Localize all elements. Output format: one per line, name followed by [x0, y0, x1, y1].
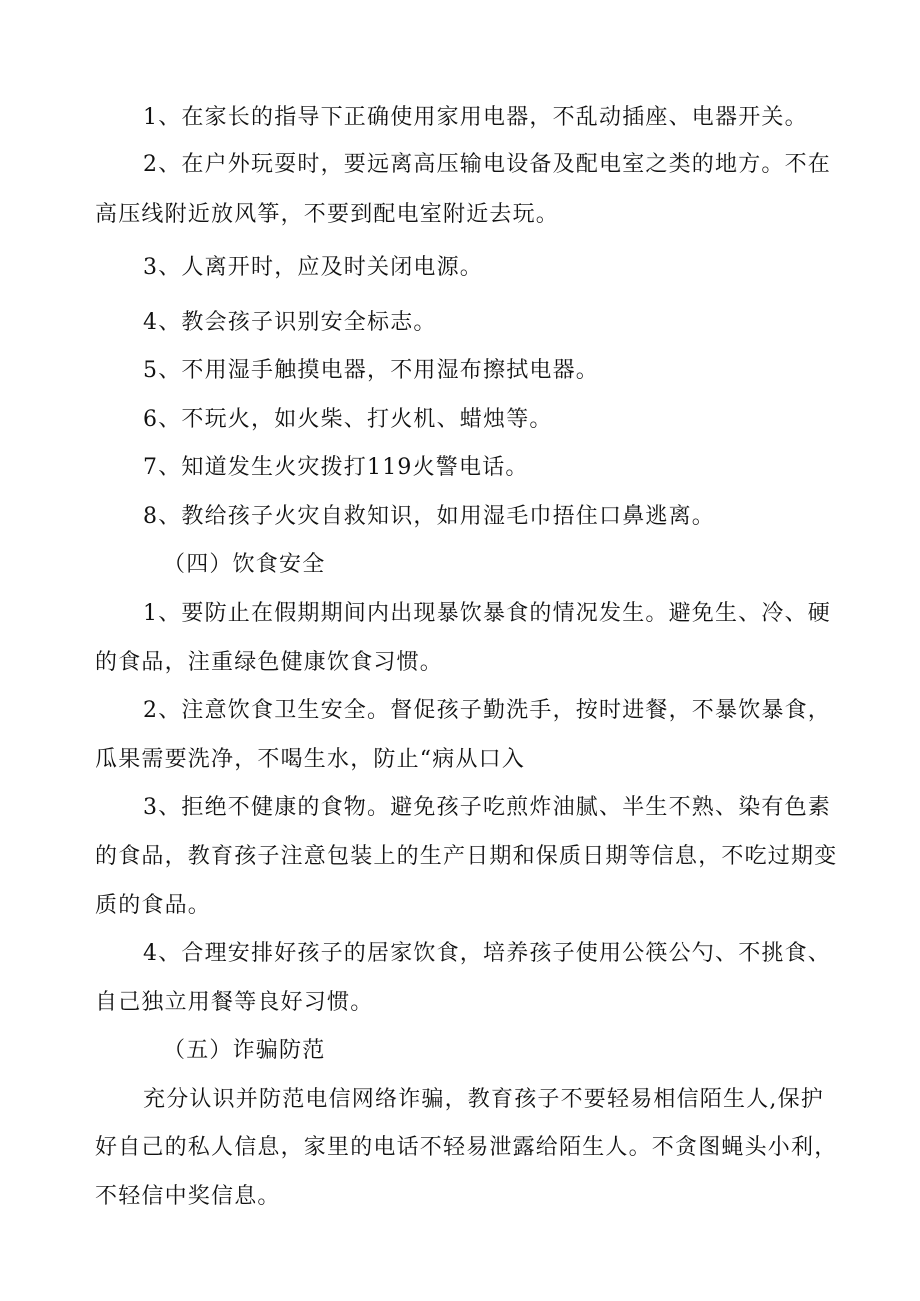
paragraph-line: 8、教给孩子火灾自救知识，如用湿毛巾捂住口鼻逃离。 — [143, 504, 715, 529]
paragraph-line: 的食品，注重绿色健康饮食习惯。 — [95, 650, 444, 675]
paragraph-line: 好自己的私人信息，家里的电话不轻易泄露给陌生人。不贪图蝇头小利， — [95, 1135, 838, 1160]
paragraph-line: 4、教会孩子识别安全标志。 — [143, 310, 437, 335]
paragraph-line: 充分认识并防范电信网络诈骗，教育孩子不要轻易相信陌生人,保护 — [143, 1087, 824, 1112]
paragraph-line: 不轻信中奖信息。 — [95, 1184, 281, 1209]
paragraph-line: 6、不玩火，如火柴、打火机、蜡烛等。 — [143, 407, 553, 432]
paragraph-line: 1、在家长的指导下正确使用家用电器，不乱动插座、电器开关。 — [143, 105, 808, 130]
paragraph-line: 4、合理安排好孩子的居家饮食，培养孩子使用公筷公勺、不挑食、 — [143, 941, 831, 966]
paragraph-line: 质的食品。 — [95, 893, 212, 918]
paragraph-line: 自己独立用餐等良好习惯。 — [95, 990, 374, 1015]
paragraph-line: 3、人离开时，应及时关闭电源。 — [143, 255, 483, 280]
paragraph-line: 1、要防止在假期期间内出现暴饮暴食的情况发生。避免生、冷、硬 — [143, 601, 831, 626]
paragraph-line: 瓜果需要洗净，不喝生水，防止“病从口入 — [95, 747, 526, 772]
paragraph-line: 的食品，教育孩子注意包装上的生产日期和保质日期等信息，不吃过期变 — [95, 844, 838, 869]
paragraph-line: 2、注意饮食卫生安全。督促孩子勤洗手，按时进餐，不暴饮暴食， — [143, 698, 831, 723]
paragraph-line: 7、知道发生火灾拨打119火警电话。 — [143, 455, 529, 480]
paragraph-line: 5、不用湿手触摸电器，不用湿布擦拭电器。 — [143, 358, 599, 383]
section-heading-food-safety: （四）饮食安全 — [163, 552, 326, 577]
paragraph-line: 2、在户外玩耍时，要远离高压输电设备及配电室之类的地方。不在 — [143, 152, 831, 177]
paragraph-line: 高压线附近放风筝，不要到配电室附近去玩。 — [95, 202, 560, 227]
paragraph-line: 3、拒绝不健康的食物。避免孩子吃煎炸油腻、半生不熟、染有色素 — [143, 795, 831, 820]
section-heading-fraud-prevention: （五）诈骗防范 — [163, 1038, 326, 1063]
